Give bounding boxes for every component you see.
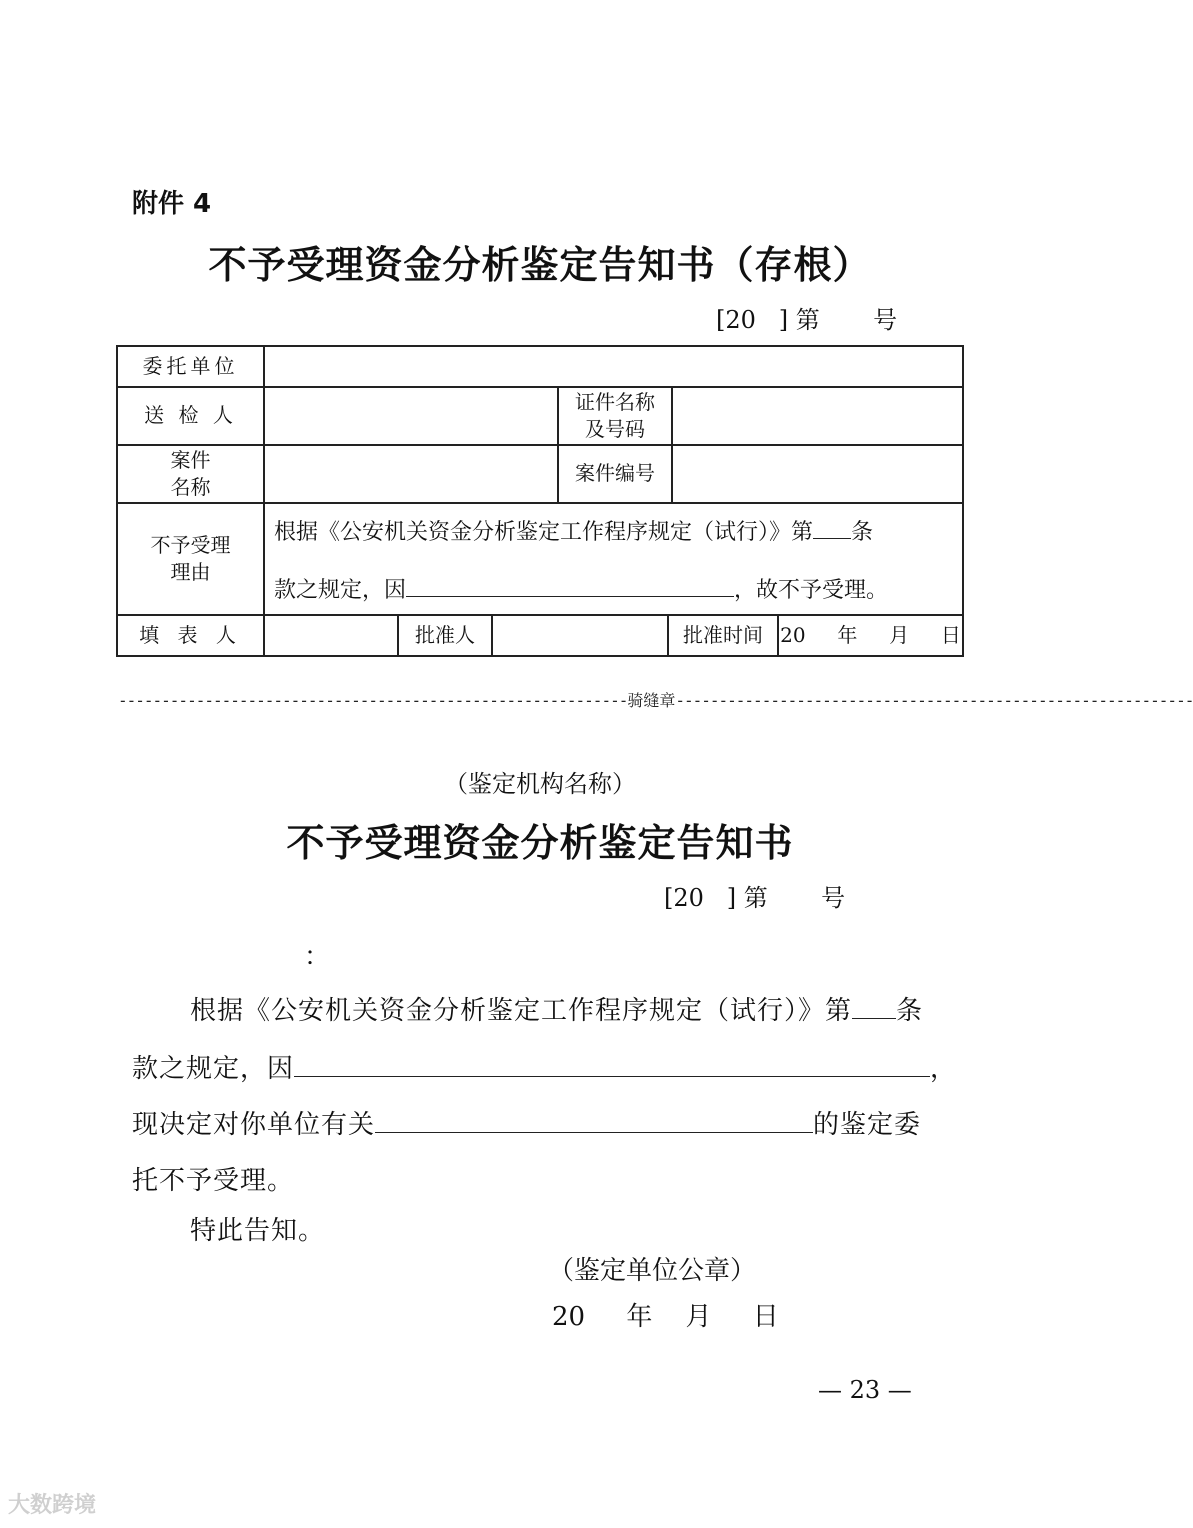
article-blank	[813, 538, 851, 539]
notice-para-2-end: ，	[930, 1054, 958, 1084]
notice-matter-blank	[375, 1132, 813, 1133]
id-document-label-line2: 及号码	[585, 416, 645, 441]
reason-line-2	[274, 573, 888, 604]
notice-date: 20 年 月 日	[552, 1302, 779, 1332]
notice-para-3-text: 现决定对你单位有关	[132, 1110, 376, 1140]
id-document-label-line1: 证件名称	[575, 389, 655, 414]
stub-title: 不予受理资金分析鉴定告知书（存根）	[208, 243, 872, 287]
watermark: 大数跨境	[8, 1493, 97, 1518]
reason-line-2-end: ，故不予受理。	[734, 578, 889, 603]
approver-value	[493, 615, 667, 655]
attachment-label: 附件 4	[132, 189, 212, 219]
notice-para-3-end: 的鉴定委	[813, 1110, 922, 1140]
notice-reason-blank	[294, 1076, 930, 1077]
stub-table	[116, 345, 964, 657]
case-number-label: 案件编号	[575, 461, 655, 485]
stub-doc-number: [20 ] 第 号	[716, 306, 898, 334]
reason-label	[118, 503, 263, 614]
reason-blank	[406, 596, 734, 597]
reason-label-line2: 理由	[170, 559, 211, 584]
perforation-dashes-right: ------------------------------------------------------------	[675, 691, 1193, 710]
notice-para-2	[132, 1048, 957, 1085]
submitter-value	[265, 387, 557, 444]
perforation-label: 骑缝章	[627, 691, 676, 710]
case-name-value	[265, 445, 557, 502]
recipient-colon: ：	[304, 942, 331, 972]
id-document-value	[673, 387, 962, 444]
notice-para-1-text: 根据《公安机关资金分析鉴定工作程序规定（试行）》第	[190, 996, 853, 1026]
client-unit-label: 委托单位	[142, 354, 239, 378]
id-document-label	[559, 387, 671, 444]
case-name-label	[118, 445, 263, 502]
notice-para-1-end: 条	[896, 996, 924, 1026]
reason-line-1-end: 条	[851, 520, 874, 545]
notice-para-1	[190, 990, 923, 1027]
organization-name: （鉴定机构名称）	[444, 770, 636, 798]
seal-text: （鉴定单位公章）	[548, 1256, 757, 1286]
notice-para-2-text: 款之规定，因	[132, 1054, 295, 1084]
reason-label-line1: 不予受理	[150, 532, 231, 557]
approval-date: 20 年 月 日	[780, 622, 961, 647]
reason-line-2-text: 款之规定，因	[274, 578, 407, 603]
reason-line-1	[274, 515, 873, 546]
notice-doc-number: [20 ] 第 号	[664, 884, 846, 912]
notice-para-4: 托不予受理。	[132, 1166, 295, 1196]
reason-line-1-text: 根据《公安机关资金分析鉴定工作程序规定（试行）》第	[274, 520, 814, 545]
notice-para-3	[132, 1104, 921, 1141]
notice-para-5: 特此告知。	[190, 1216, 326, 1246]
perforation-line	[118, 688, 1193, 711]
notice-article-blank	[852, 1018, 896, 1019]
submitter-label: 送 检 人	[144, 403, 237, 427]
case-name-label-line1: 案件	[170, 447, 211, 472]
case-name-label-line2: 名称	[170, 474, 211, 499]
approval-time-label: 批准时间	[683, 622, 763, 647]
notice-title: 不予受理资金分析鉴定告知书	[286, 821, 794, 865]
case-number-value	[673, 445, 962, 502]
client-unit-value	[265, 347, 962, 386]
page-number: — 23 —	[818, 1376, 912, 1404]
approver-label: 批准人	[415, 622, 475, 647]
perforation-dashes-left: -----------------------------------------------------------	[118, 691, 628, 710]
filled-by-label: 填 表 人	[139, 622, 242, 647]
filled-by-value	[265, 615, 397, 655]
